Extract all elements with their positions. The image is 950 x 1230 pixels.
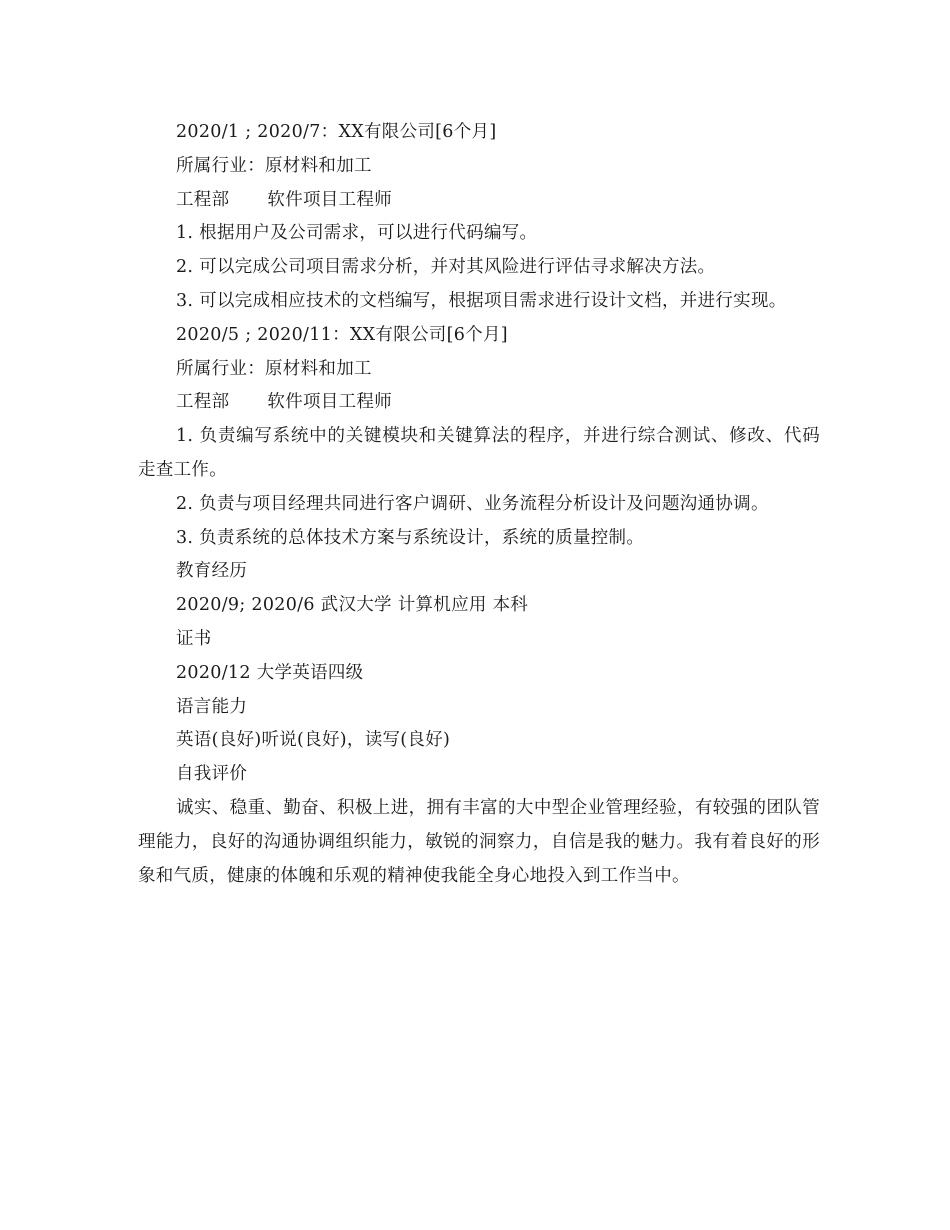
job-department: 工程部 [176,392,230,413]
job-industry: 所属行业：原材料和加工 [176,155,372,176]
job-duty: 2. 负责与项目经理共同进行客户调研、业务流程分析设计及问题沟通协调。 [176,493,769,514]
section-heading-self-evaluation: 自我评价 [176,764,248,785]
job-period: 2020/5 ; 2020/11：XX有限公司[6个月] [176,324,508,345]
self-evaluation-text: 诚实、稳重、勤奋、积极上进，拥有丰富的大中型企业管理经验，有较强的团队管理能力，良好的沟通协调组织能力，敏锐的洞察力，自信是我的魅力。我有着良好的形象和气质，健康的体魄和乐观的精神使我能全身心地投入到工作当中。 [138,797,820,886]
job-duty: 3. 可以完成相应技术的文档编写，根据项目需求进行设计文档，并进行实现。 [176,290,787,311]
job-position: 软件项目工程师 [267,392,393,413]
job-industry: 所属行业：原材料和加工 [176,358,372,379]
job-role [138,184,820,218]
job-duty: 1. 负责编写系统中的关键模块和关键算法的程序，并进行综合测试、修改、代码走查工作。 [138,426,820,480]
language-entry: 英语(良好)听说(良好)，读写(良好) [176,730,451,751]
resume-content [138,116,820,893]
job-department: 工程部 [176,189,230,210]
job-duty: 3. 负责系统的总体技术方案与系统设计，系统的质量控制。 [176,527,645,548]
job-period: 2020/1 ; 2020/7：XX有限公司[6个月] [176,122,497,142]
education-entry: 2020/9; 2020/6 武汉大学 计算机应用 本科 [176,595,529,616]
job-duty: 1. 根据用户及公司需求，可以进行代码编写。 [176,223,538,244]
job-position: 软件项目工程师 [267,189,393,210]
certificate-entry: 2020/12 大学英语四级 [176,662,364,683]
job-role [138,386,820,420]
section-heading-certificates: 证书 [176,628,212,649]
section-heading-education: 教育经历 [176,561,248,582]
section-heading-languages: 语言能力 [176,696,248,717]
job-duty: 2. 可以完成公司项目需求分析，并对其风险进行评估寻求解决方法。 [176,257,716,278]
